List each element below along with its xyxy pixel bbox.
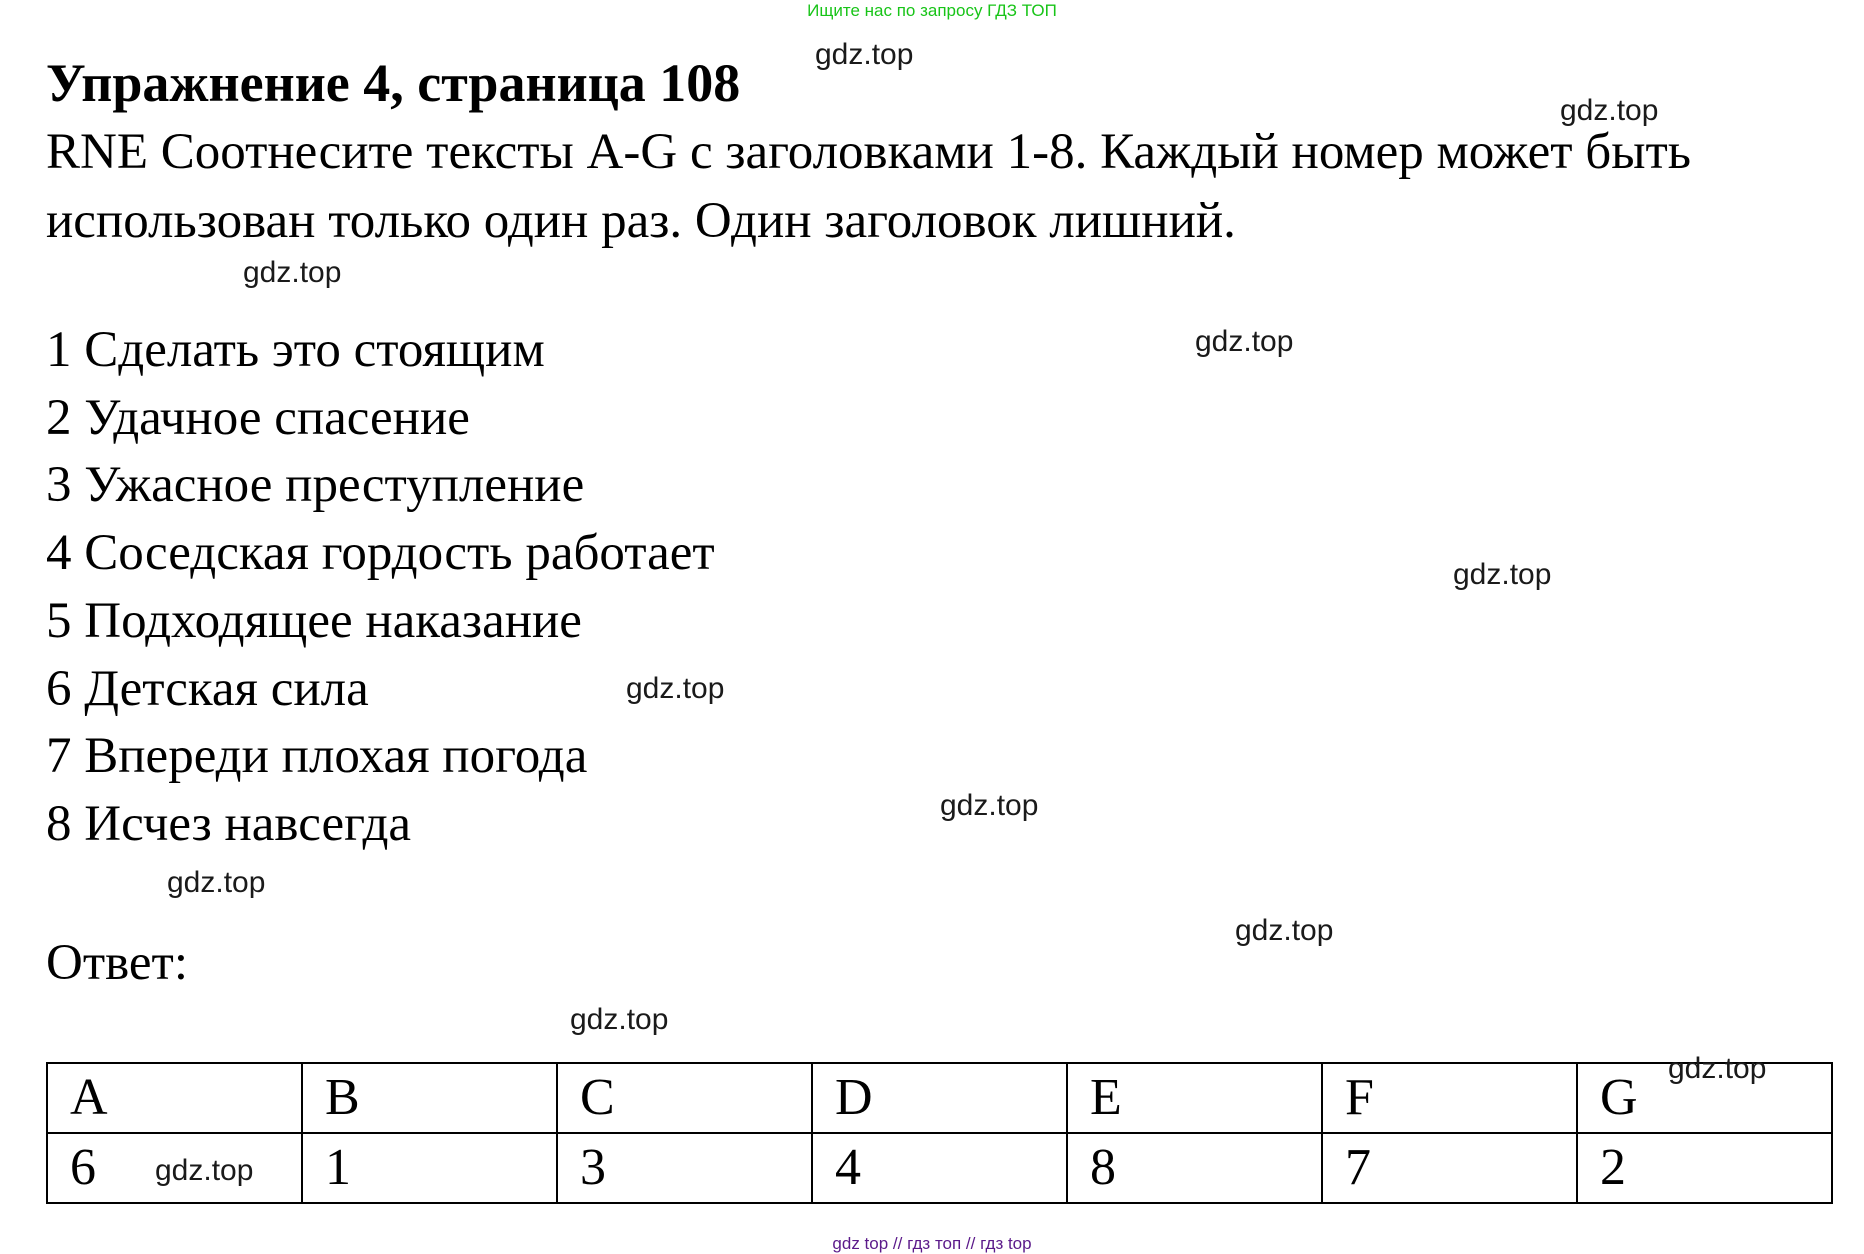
- answer-number-cell: 4: [812, 1133, 1067, 1203]
- answer-numbers-row: [47, 1133, 1832, 1203]
- heading-item: 3 Ужасное преступление: [46, 457, 585, 514]
- watermark: gdz.top: [1560, 94, 1659, 127]
- answer-label: Ответ:: [46, 935, 188, 991]
- exercise-instruction: RNE Соотнесите тексты A-G с заголовками 1-8. Каждый номер может быть использован только один раз. Один заголовок лишний.: [46, 124, 1692, 249]
- answer-number-cell: 6: [47, 1133, 302, 1203]
- watermark: gdz.top: [940, 789, 1039, 822]
- watermark: gdz.top: [243, 256, 342, 289]
- headings-list: [46, 317, 715, 859]
- answer-number-cell: 7: [1322, 1133, 1577, 1203]
- watermark: gdz.top: [570, 1003, 669, 1036]
- answer-table: [46, 1062, 1833, 1204]
- answer-number-cell: 2: [1577, 1133, 1832, 1203]
- watermark: gdz.top: [815, 38, 914, 71]
- watermark: gdz.top: [1195, 325, 1294, 358]
- answer-letter-cell: E: [1067, 1063, 1322, 1133]
- watermark: gdz.top: [1453, 558, 1552, 591]
- answer-number-cell: 3: [557, 1133, 812, 1203]
- answer-number-cell: 1: [302, 1133, 557, 1203]
- answer-number-cell: 8: [1067, 1133, 1322, 1203]
- answer-letter-cell: F: [1322, 1063, 1577, 1133]
- heading-item: 6 Детская сила: [46, 660, 369, 717]
- answer-letter-cell: B: [302, 1063, 557, 1133]
- page-title: Упражнение 4, страница 108: [46, 53, 741, 113]
- heading-item: 7 Впереди плохая погода: [46, 728, 588, 785]
- watermark: gdz.top: [1235, 914, 1334, 947]
- top-banner[interactable]: Ищите нас по запросу ГДЗ ТОП: [807, 1, 1057, 20]
- footer-links[interactable]: gdz top // гдз топ // гдз top: [832, 1234, 1032, 1253]
- answer-letters-row: [47, 1063, 1832, 1133]
- answer-letter-cell: D: [812, 1063, 1067, 1133]
- answer-letter-cell: C: [557, 1063, 812, 1133]
- answer-letter-cell: G: [1577, 1063, 1832, 1133]
- heading-item: 8 Исчез навсегда: [46, 795, 412, 852]
- heading-item: 5 Подходящее наказание: [46, 592, 582, 649]
- answer-letter-cell: A: [47, 1063, 302, 1133]
- watermark: gdz.top: [155, 1154, 254, 1187]
- watermark: gdz.top: [1668, 1052, 1767, 1085]
- watermark: gdz.top: [626, 672, 725, 705]
- watermark: gdz.top: [167, 866, 266, 899]
- heading-item: 1 Сделать это стоящим: [46, 322, 545, 378]
- heading-item: 2 Удачное спасение: [46, 389, 470, 446]
- heading-item: 4 Соседская гордость работает: [46, 525, 715, 582]
